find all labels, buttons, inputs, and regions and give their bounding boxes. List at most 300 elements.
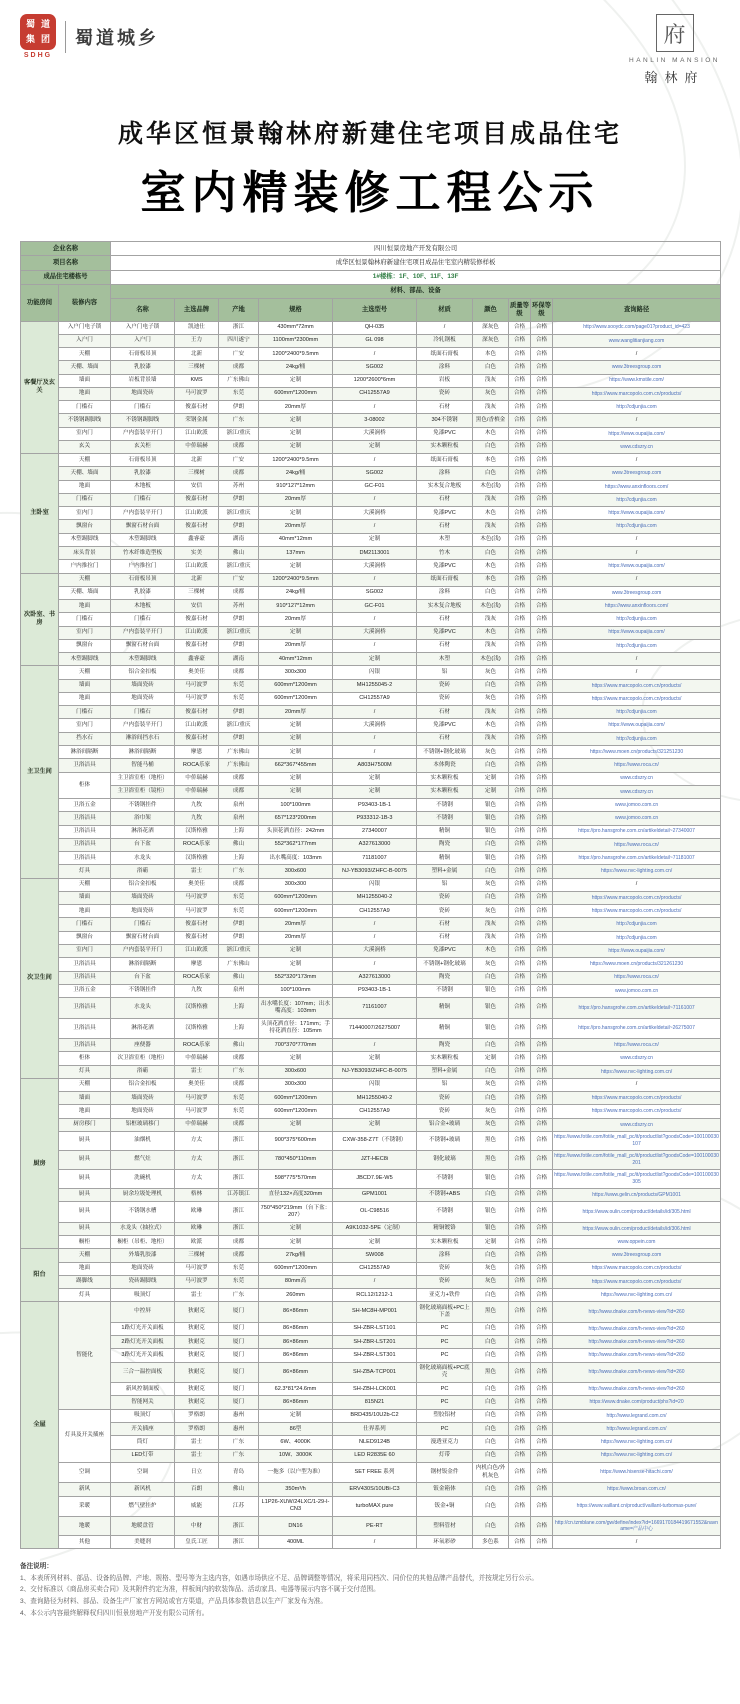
- query-link[interactable]: http://cdjunjia.com: [553, 918, 721, 931]
- cell-name: 新风控制面板: [111, 1383, 175, 1396]
- cell-brand: 北新: [175, 573, 219, 586]
- cell-quality: 合格: [509, 1409, 531, 1422]
- query-link[interactable]: https://www.anxinfloors.com/: [553, 480, 721, 493]
- cell-origin: 成都: [219, 1078, 259, 1091]
- cell-quality: 合格: [509, 984, 531, 997]
- cell-quality: 合格: [509, 1092, 531, 1105]
- col-header-brand: 主选品牌: [175, 299, 219, 321]
- query-link[interactable]: http://cdjunjia.com: [553, 520, 721, 533]
- cell-material: 免漆PVC: [417, 507, 473, 520]
- cell-brand: 马可波罗: [175, 891, 219, 904]
- cell-env: 合格: [531, 666, 553, 679]
- cell-brand: 汉斯格雅: [175, 998, 219, 1019]
- cell-model: 大溪涧桥: [333, 719, 417, 732]
- cell-origin: 浙江: [219, 1150, 259, 1169]
- content-cell: 地面: [59, 692, 111, 705]
- cell-origin: 成都: [219, 1118, 259, 1131]
- table-row: [21, 321, 721, 334]
- content-cell: 木塑踢脚线: [59, 653, 111, 666]
- content-cell: 厨具: [59, 1188, 111, 1201]
- query-link[interactable]: https://www.marcopolo.com.cn/products/: [553, 1092, 721, 1105]
- cell-quality: 合格: [509, 533, 531, 546]
- query-link[interactable]: https://www.hisense-hitachi.com/: [553, 1462, 721, 1483]
- cell-name: 空调: [111, 1462, 175, 1483]
- query-link[interactable]: http://cn.tzmblane.com/gw/define/index?id=1669170184419671552&navname=产品中心: [553, 1517, 721, 1536]
- cell-color: 木色: [473, 944, 509, 957]
- content-cell: 空调: [59, 1462, 111, 1483]
- query-link[interactable]: www.jomoo.com.cn: [553, 984, 721, 997]
- query-link[interactable]: https://www.kmstile.com/: [553, 374, 721, 387]
- cell-env: 合格: [531, 1150, 553, 1169]
- content-cell: 飘窗台: [59, 520, 111, 533]
- cell-origin: 广东: [219, 1289, 259, 1302]
- cell-material: 塑料+金属: [417, 1065, 473, 1078]
- query-link: /: [553, 666, 721, 679]
- cell-material: 灯带: [417, 1449, 473, 1462]
- query-link[interactable]: https://www.marcopolo.com.cn/products/: [553, 1262, 721, 1275]
- query-link[interactable]: https://www.oupaijia.com/: [553, 719, 721, 732]
- cell-quality: 合格: [509, 706, 531, 719]
- query-link: /: [553, 573, 721, 586]
- query-link[interactable]: https://www.oupaijia.com/: [553, 427, 721, 440]
- cell-spec: 86×86mm: [259, 1349, 333, 1362]
- query-link[interactable]: http://cdjunjia.com: [553, 401, 721, 414]
- cell-quality: 合格: [509, 719, 531, 732]
- query-link[interactable]: https://www.nvc-lighting.com.cn/: [553, 1449, 721, 1462]
- query-link[interactable]: https://www.oupaijia.com/: [553, 560, 721, 573]
- table-row: [21, 812, 721, 825]
- query-link[interactable]: http://www.legrand.com.cn/: [553, 1409, 721, 1422]
- cell-origin: 广东: [219, 1449, 259, 1462]
- cell-color: 白色: [473, 1423, 509, 1436]
- query-link[interactable]: https://www.marcopolo.com.cn/products/: [553, 891, 721, 904]
- cell-material: 纸面石膏板: [417, 454, 473, 467]
- table-row: [21, 1517, 721, 1536]
- cell-material: 木塑: [417, 653, 473, 666]
- table-row: [21, 586, 721, 599]
- cell-origin: 广安: [219, 348, 259, 361]
- hanlin-en: HANLIN MANSION: [629, 57, 720, 64]
- cell-spec: 20mm厚: [259, 918, 333, 931]
- project-label: 项目名称: [21, 256, 111, 270]
- table-row: [21, 427, 721, 440]
- query-link: /: [553, 547, 721, 560]
- table-row: [21, 971, 721, 984]
- cell-quality: 合格: [509, 944, 531, 957]
- cell-origin: 厦门: [219, 1322, 259, 1335]
- query-link[interactable]: www.cdszry.cn: [553, 772, 721, 785]
- cell-quality: 合格: [509, 334, 531, 347]
- content-cell: 天棚: [59, 573, 111, 586]
- cell-name: 入户门电子锁: [111, 321, 175, 334]
- cell-brand: KMS: [175, 374, 219, 387]
- cell-spec: 86×86mm: [259, 1396, 333, 1409]
- query-link[interactable]: https://www.oulin.com/product/details/id/305.html: [553, 1202, 721, 1223]
- cell-material: 不锈钢+ABS: [417, 1188, 473, 1201]
- query-link[interactable]: http://www.legrand.com.cn/: [553, 1423, 721, 1436]
- cell-name: 铝合金扣板: [111, 1078, 175, 1091]
- query-link[interactable]: www.oppein.com: [553, 1236, 721, 1249]
- cell-env: 合格: [531, 1078, 553, 1091]
- cell-quality: 合格: [509, 613, 531, 626]
- table-row: [21, 931, 721, 944]
- query-link[interactable]: https://www.nvc-lighting.com.cn/: [553, 865, 721, 878]
- query-link[interactable]: https://www.gelin.cn/products/GPM1001: [553, 1188, 721, 1201]
- cell-origin: 伊朗: [219, 918, 259, 931]
- cell-env: 合格: [531, 1436, 553, 1449]
- cell-material: 实木颗粒板: [417, 440, 473, 453]
- query-link[interactable]: https://pro.hansgrohe.com.cn/artikeldetail~71161007: [553, 998, 721, 1019]
- cell-brand: 雷士: [175, 1289, 219, 1302]
- table-row: [21, 1052, 721, 1065]
- cell-material: 环氧彩砂: [417, 1536, 473, 1549]
- cell-color: 浅灰: [473, 931, 509, 944]
- cell-brand: 格林: [175, 1188, 219, 1201]
- query-link[interactable]: http://www.dnake.com/h-news-view?id=260: [553, 1336, 721, 1349]
- hanlin-logo: [629, 14, 720, 86]
- query-link[interactable]: www.jomoo.com.cn: [553, 799, 721, 812]
- cell-origin: 广东佛山: [219, 374, 259, 387]
- content-cell: 卫浴五金: [59, 799, 111, 812]
- query-link[interactable]: www.3treesgroup.com: [553, 1249, 721, 1262]
- query-link[interactable]: https://www.anxinfloors.com/: [553, 600, 721, 613]
- cell-quality: 合格: [509, 1289, 531, 1302]
- query-link[interactable]: http://cdjunjia.com: [553, 706, 721, 719]
- cell-quality: 合格: [509, 547, 531, 560]
- cell-material: 免漆PVC: [417, 944, 473, 957]
- cell-origin: 东莞: [219, 1262, 259, 1275]
- cell-brand: 摩恩: [175, 958, 219, 971]
- cell-quality: 合格: [509, 799, 531, 812]
- query-link[interactable]: https://www.marcopolo.com.cn/products/: [553, 692, 721, 705]
- cell-origin: 伊朗: [219, 520, 259, 533]
- cell-origin: 东莞: [219, 692, 259, 705]
- query-link: /: [553, 1078, 721, 1091]
- cell-origin: 青岛: [219, 1462, 259, 1483]
- query-link[interactable]: https://www.roca.cn/: [553, 1039, 721, 1052]
- query-link[interactable]: https://www.vaillant.cn/product/vaillant-turbomax-pure/: [553, 1496, 721, 1517]
- query-link[interactable]: http://www.dnake.com/h-news-view?id=260: [553, 1349, 721, 1362]
- cell-color: 灰色: [473, 1105, 509, 1118]
- cell-brand: 奥美佳: [175, 666, 219, 679]
- query-link[interactable]: www.wanglitianjiang.com: [553, 334, 721, 347]
- query-link[interactable]: https://www.marcopolo.com.cn/products/: [553, 1105, 721, 1118]
- cell-env: 合格: [531, 401, 553, 414]
- cell-color: 白色: [473, 361, 509, 374]
- table-row: [21, 759, 721, 772]
- query-link[interactable]: https://www.marcopolo.com.cn/products/: [553, 387, 721, 400]
- cell-env: 合格: [531, 1105, 553, 1118]
- query-link[interactable]: https://www.oulin.com/product/details/id/306.html: [553, 1222, 721, 1235]
- cell-color: 银色: [473, 998, 509, 1019]
- cell-material: 陶瓷: [417, 1039, 473, 1052]
- hanlin-seal-icon: 府: [656, 14, 694, 52]
- cell-brand: 狄耐克: [175, 1349, 219, 1362]
- cell-model: /: [333, 520, 417, 533]
- query-link[interactable]: http://cdjunjia.com: [553, 732, 721, 745]
- table-row: [21, 440, 721, 453]
- query-link[interactable]: https://www.marcopolo.com.cn/products/: [553, 1275, 721, 1288]
- table-row: [21, 1302, 721, 1323]
- cell-brand: ROCA乐家: [175, 759, 219, 772]
- cell-model: /: [333, 1536, 417, 1549]
- cell-material: 不锈钢+钢化玻璃: [417, 958, 473, 971]
- query-link[interactable]: http://www.sooydc.com/page01?product_id=423: [553, 321, 721, 334]
- query-link[interactable]: https://www.roca.cn/: [553, 838, 721, 851]
- cell-color: 灰色: [473, 692, 509, 705]
- cell-name: 燃气灶: [111, 1150, 175, 1169]
- cell-color: 灰色: [473, 1078, 509, 1091]
- table-row: [21, 387, 721, 400]
- cell-quality: 合格: [509, 1436, 531, 1449]
- cell-name: 竹木纤维造型板: [111, 547, 175, 560]
- cell-model: /: [333, 401, 417, 414]
- content-cell: 墙面: [59, 1092, 111, 1105]
- cell-brand: 方太: [175, 1131, 219, 1150]
- cell-model: 大溪涧桥: [333, 507, 417, 520]
- query-link[interactable]: https://pro.hansgrohe.com.cn/artikeldetail~27340007: [553, 825, 721, 838]
- cell-model: DM2113001: [333, 547, 417, 560]
- cell-env: 合格: [531, 480, 553, 493]
- table-row: [21, 1462, 721, 1483]
- cell-name: 铝合金扣板: [111, 878, 175, 891]
- cell-color: 白色: [473, 467, 509, 480]
- cell-color: 灰色: [473, 1275, 509, 1288]
- cell-brand: 王力: [175, 334, 219, 347]
- cell-origin: 浙江/重庆: [219, 944, 259, 957]
- query-link: /: [553, 454, 721, 467]
- query-link[interactable]: https://www.moen.cn/products/321261230: [553, 958, 721, 971]
- cell-env: 合格: [531, 1362, 553, 1383]
- cell-origin: 东莞: [219, 387, 259, 400]
- query-link[interactable]: www.3treesgroup.com: [553, 586, 721, 599]
- query-link[interactable]: https://www.nvc-lighting.com.cn/: [553, 1436, 721, 1449]
- cell-material: 石材: [417, 401, 473, 414]
- cell-quality: 合格: [509, 759, 531, 772]
- cell-name: 外墙乳胶漆: [111, 1249, 175, 1262]
- query-link[interactable]: http://cdjunjia.com: [553, 613, 721, 626]
- query-link[interactable]: https://www.oupaijia.com/: [553, 507, 721, 520]
- cell-quality: 合格: [509, 1131, 531, 1150]
- query-link: /: [553, 533, 721, 546]
- cell-model: 定制: [333, 1118, 417, 1131]
- cell-env: 合格: [531, 692, 553, 705]
- content-cell: 天棚: [59, 878, 111, 891]
- cell-quality: 合格: [509, 1536, 531, 1549]
- cell-origin: 成都: [219, 666, 259, 679]
- cell-name: 地面瓷砖: [111, 1262, 175, 1275]
- cell-material: 不锈钢: [417, 799, 473, 812]
- cell-quality: 合格: [509, 480, 531, 493]
- cell-brand: 三棵树: [175, 1249, 219, 1262]
- query-link[interactable]: www.jomoo.com.cn: [553, 812, 721, 825]
- cell-env: 合格: [531, 467, 553, 480]
- query-link[interactable]: https://www.nvc-lighting.com.cn/: [553, 1289, 721, 1302]
- col-header-quality: 质量等级: [509, 299, 531, 321]
- query-link[interactable]: https://www.marcopolo.com.cn/products/: [553, 905, 721, 918]
- query-link[interactable]: https://www.roca.cn/: [553, 971, 721, 984]
- cell-name: 户内套装平开门: [111, 719, 175, 732]
- cell-env: 合格: [531, 799, 553, 812]
- cell-name: 淋浴花洒: [111, 825, 175, 838]
- cell-material: PC: [417, 1336, 473, 1349]
- cell-spec: 24kg/桶: [259, 467, 333, 480]
- query-link[interactable]: https://www.nvc-lighting.com.cn/: [553, 1065, 721, 1078]
- cell-origin: 苏州: [219, 480, 259, 493]
- col-header-color: 颜色: [473, 299, 509, 321]
- cell-name: 岩板背景墙: [111, 374, 175, 387]
- query-link[interactable]: www.cdszry.cn: [553, 440, 721, 453]
- table-row: [21, 772, 721, 785]
- cell-material: 不锈钢: [417, 984, 473, 997]
- query-link[interactable]: http://www.dnake.com/h-news-view?id=260: [553, 1362, 721, 1383]
- room-cell: 主卫生间: [21, 666, 59, 878]
- cell-material: 涂料: [417, 361, 473, 374]
- cell-env: 合格: [531, 639, 553, 652]
- cell-name: 户内套装平开门: [111, 626, 175, 639]
- cell-origin: 广东佛山: [219, 746, 259, 759]
- cell-color: 浅灰: [473, 401, 509, 414]
- query-link[interactable]: https://www.fotile.com/fotile_mall_pc/it/productlist?goodsCode=100100030305: [553, 1169, 721, 1188]
- query-link[interactable]: https://www.fotile.com/fotile_mall_pc/it/productlist?goodsCode=100100030201: [553, 1150, 721, 1169]
- cell-name: 座便器: [111, 1039, 175, 1052]
- cell-spec: 定制: [259, 732, 333, 745]
- cell-env: 合格: [531, 653, 553, 666]
- cell-brand: 俊嘉石材: [175, 613, 219, 626]
- content-cell: 室内门: [59, 626, 111, 639]
- shudao-logo: [20, 14, 159, 59]
- cell-color: 白色: [473, 1336, 509, 1349]
- table-row: [21, 1169, 721, 1188]
- query-link[interactable]: www.cdszry.cn: [553, 785, 721, 798]
- cell-color: 灰色: [473, 666, 509, 679]
- query-link[interactable]: http://cdjunjia.com: [553, 639, 721, 652]
- cell-model: A327613000: [333, 838, 417, 851]
- cell-material: 木塑: [417, 533, 473, 546]
- query-link: /: [553, 1536, 721, 1549]
- cell-name: 玄关柜: [111, 440, 175, 453]
- cell-material: PC: [417, 1322, 473, 1335]
- query-link[interactable]: http://www.dnake.com/h-news-view?id=260: [553, 1322, 721, 1335]
- cell-spec: 350m³/h: [259, 1483, 333, 1496]
- query-link[interactable]: https://www.oupaijia.com/: [553, 626, 721, 639]
- cell-material: 铝: [417, 1078, 473, 1091]
- table-row: [21, 401, 721, 414]
- content-cell: 门槛石: [59, 401, 111, 414]
- query-link[interactable]: https://www.roca.cn/: [553, 759, 721, 772]
- cell-brand: 中侨瑞赫: [175, 1052, 219, 1065]
- query-link[interactable]: https://www.oupaijia.com/: [553, 944, 721, 957]
- query-link[interactable]: http://cdjunjia.com: [553, 493, 721, 506]
- cell-origin: 厦门: [219, 1362, 259, 1383]
- room-cell: 次卧室、书房: [21, 573, 59, 666]
- cell-quality: 合格: [509, 998, 531, 1019]
- cell-origin: 上海: [219, 825, 259, 838]
- cell-spec: 86×86mm: [259, 1362, 333, 1383]
- query-link[interactable]: http://cdjunjia.com: [553, 931, 721, 944]
- cell-material: 瓷砖: [417, 1105, 473, 1118]
- query-link[interactable]: http://www.dnake.com/h-news-view?id=260: [553, 1383, 721, 1396]
- cell-material: 免漆PVC: [417, 719, 473, 732]
- cell-env: 合格: [531, 1092, 553, 1105]
- cell-spec: 300x300: [259, 666, 333, 679]
- cell-name: 乳胶漆: [111, 586, 175, 599]
- shudao-seal-icon: [20, 14, 56, 50]
- info-row-buildings: [21, 270, 721, 284]
- cell-spec: L1P26-XUW/24LXC/1-29-I-CN3: [259, 1496, 333, 1517]
- query-link[interactable]: www.3treesgroup.com: [553, 467, 721, 480]
- cell-quality: 合格: [509, 1188, 531, 1201]
- cell-env: 合格: [531, 1236, 553, 1249]
- cell-origin: 成都: [219, 440, 259, 453]
- cell-brand: 狄耐克: [175, 1396, 219, 1409]
- cell-brand: 安信: [175, 600, 219, 613]
- table-row: [21, 1396, 721, 1409]
- query-link[interactable]: http://www.dnake.com/h-news-view?id=260: [553, 1302, 721, 1323]
- query-link[interactable]: www.3treesgroup.com: [553, 361, 721, 374]
- cell-spec: 定制: [259, 746, 333, 759]
- cell-color: 白色: [473, 891, 509, 904]
- query-link[interactable]: https://www.broan.com.cn/: [553, 1483, 721, 1496]
- cell-spec: 定制: [259, 626, 333, 639]
- query-link[interactable]: https://www.fotile.com/fotile_mall_pc/it/productlist?goodsCode=100100030107: [553, 1131, 721, 1150]
- query-link[interactable]: https://pro.hansgrohe.com.cn/artikeldetail~71181007: [553, 852, 721, 865]
- content-cell: 卫浴洁具: [59, 1039, 111, 1052]
- cell-color: 多色系: [473, 1536, 509, 1549]
- cell-material: 石材: [417, 639, 473, 652]
- query-link: /: [553, 878, 721, 891]
- cell-material: 石材: [417, 613, 473, 626]
- cell-model: /: [333, 732, 417, 745]
- cell-color: 本色: [473, 454, 509, 467]
- cell-quality: 合格: [509, 746, 531, 759]
- cell-spec: 出水嘴高度：103mm: [259, 852, 333, 865]
- cell-quality: 合格: [509, 1322, 531, 1335]
- cell-model: /: [333, 1275, 417, 1288]
- cell-model: /: [333, 746, 417, 759]
- table-row: [21, 878, 721, 891]
- seal-char: 蜀: [25, 19, 35, 29]
- cell-spec: 24kg/桶: [259, 586, 333, 599]
- query-link[interactable]: www.cdszry.cn: [553, 1118, 721, 1131]
- cell-name: 地面瓷砖: [111, 692, 175, 705]
- query-link[interactable]: https://www.marcopolo.com.cn/products/: [553, 679, 721, 692]
- query-link[interactable]: https://www.moen.cn/products/321251230: [553, 746, 721, 759]
- query-link[interactable]: https://pro.hansgrohe.com.cn/artikeldetail~26275007: [553, 1018, 721, 1039]
- cell-env: 合格: [531, 1322, 553, 1335]
- query-link[interactable]: www.cdszry.cn: [553, 1052, 721, 1065]
- cell-quality: 合格: [509, 414, 531, 427]
- cell-env: 合格: [531, 1118, 553, 1131]
- cell-color: 深灰色: [473, 334, 509, 347]
- cell-material: 瓷砖: [417, 387, 473, 400]
- cell-quality: 合格: [509, 785, 531, 798]
- cell-name: 铝合金扣板: [111, 666, 175, 679]
- cell-env: 合格: [531, 1462, 553, 1483]
- cell-env: 合格: [531, 732, 553, 745]
- cell-model: P933312-1B-3: [333, 812, 417, 825]
- cell-env: 合格: [531, 785, 553, 798]
- table-row: [21, 785, 721, 798]
- cell-spec: 86型: [259, 1423, 333, 1436]
- query-link[interactable]: https://www.dnake.com/product/phs?id=20: [553, 1396, 721, 1409]
- cell-material: 漫透亚克力: [417, 1436, 473, 1449]
- company-label: 企业名称: [21, 242, 111, 256]
- cell-material: PC: [417, 1383, 473, 1396]
- query-link: /: [553, 653, 721, 666]
- cell-model: 大溪涧桥: [333, 944, 417, 957]
- cell-name: 吸顶灯: [111, 1289, 175, 1302]
